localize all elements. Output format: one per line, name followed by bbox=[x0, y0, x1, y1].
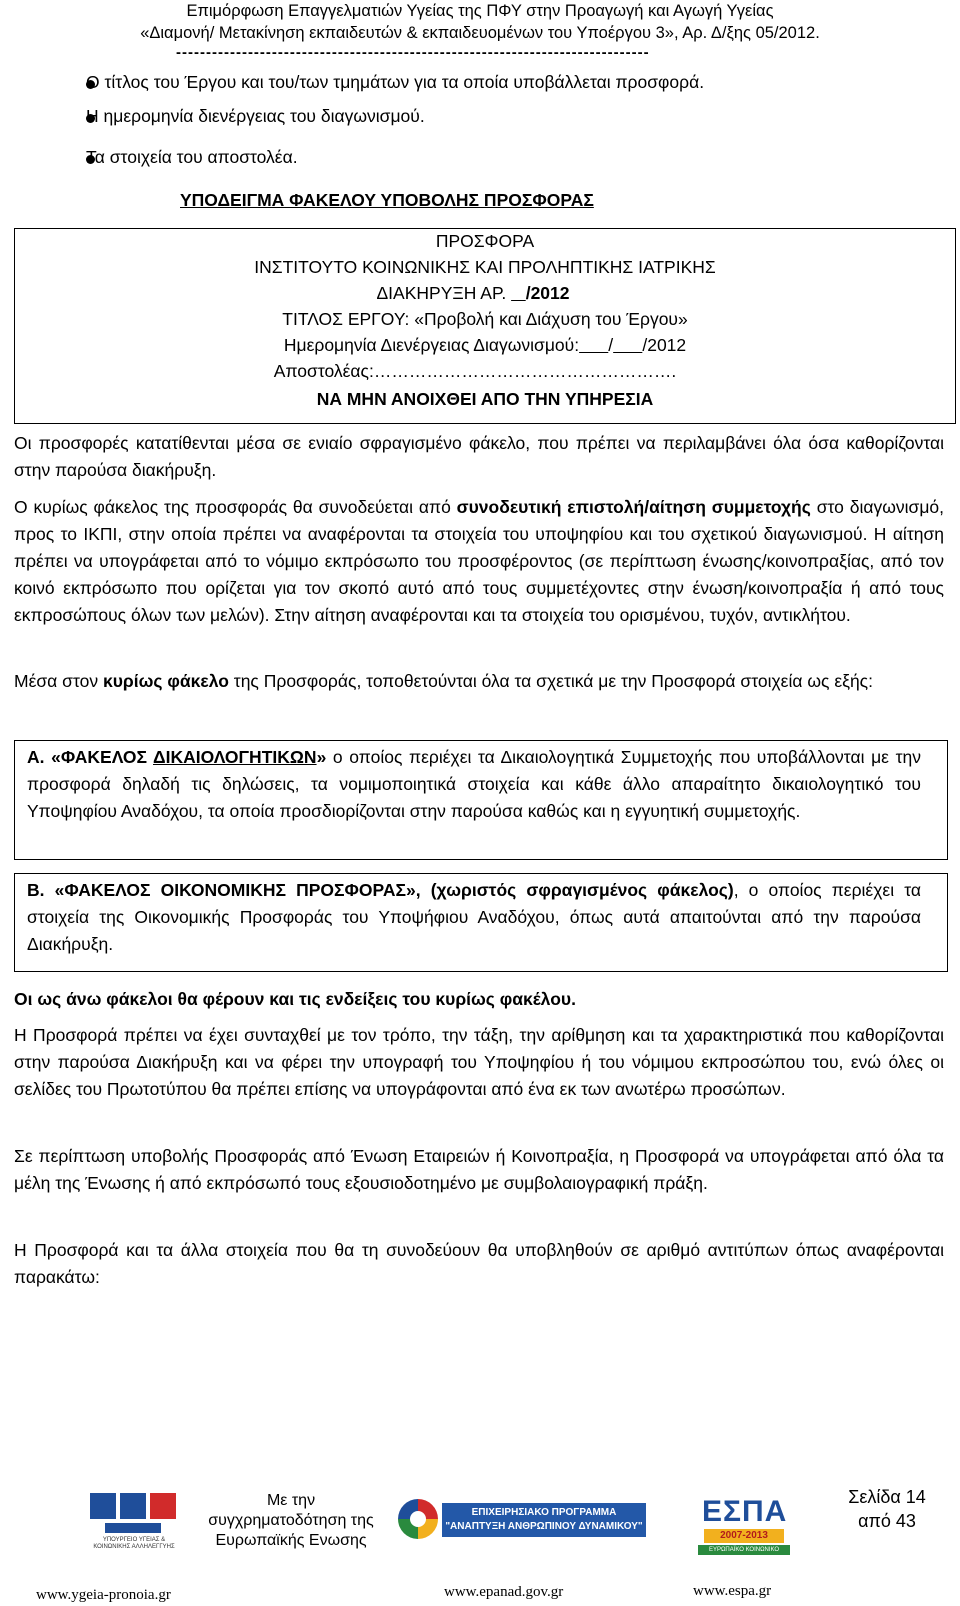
page-label: Σελίδα 14 bbox=[848, 1487, 926, 1507]
envelope-warning: ΝΑ ΜΗΝ ΑΝΟΙΧΘΕΙ ΑΠΟ ΤΗΝ ΥΠΗΡΕΣΙΑ bbox=[316, 389, 654, 409]
bullet-text: Ο τίτλος του Έργου και του/των τμημάτων για τα οποία υποβάλλεται προσφορά. bbox=[86, 72, 705, 92]
logo-bar-icon bbox=[105, 1523, 161, 1533]
tender-prefix: ΔΙΑΚΗΡΥΞΗ ΑΡ. bbox=[376, 283, 512, 303]
footer-link-epanad[interactable]: www.epanad.gov.gr bbox=[444, 1584, 564, 1600]
bullet-text: Τα στοιχεία του αποστολέα. bbox=[86, 147, 298, 167]
text-run: » bbox=[316, 747, 327, 767]
envelope-institute: ΙΝΣΤΙΤΟΥΤΟ ΚΟΙΝΩΝΙΚΗΣ ΚΑΙ ΠΡΟΛΗΠΤΙΚΗΣ ΙΑΤΡΙΚΗΣ bbox=[254, 257, 716, 277]
paragraph-offer-format: Η Προσφορά πρέπει να έχει συνταχθεί με τον τρόπο, την τάξη, την αρίθμηση και τα χαρακτηριστικά που καθορίζονται στην παρούσα Διακήρυξη και να φέρει την υπογραφή του Υποψηφίου ή του νόμιμου εκπροσώπου του, ενώ όλες οι σελίδες του Πρωτοτύπου θα πρέπει επίσης να υπογράφονται από ένα εκ των ανωτέρω προσώπων. bbox=[14, 1025, 944, 1099]
page-footer bbox=[0, 1485, 960, 1606]
envelope-sender: Αποστολέας:……………………………………………. bbox=[273, 361, 677, 381]
date-year: /2012 bbox=[642, 335, 687, 355]
envelope-date bbox=[15, 335, 955, 356]
envelope-title: ΠΡΟΣΦΟΡΑ bbox=[435, 231, 535, 251]
header-line-2: «Διαμονή/ Μετακίνηση εκπαιδευτών & εκπαιδευομένων του Υποέργου 3», Αρ. Δ/ξης 05/2012. bbox=[140, 24, 820, 42]
eu-cofunding-text: Με την συγχρηματοδότηση της Ευρωπαϊκής Ενωσης bbox=[208, 1492, 374, 1549]
envelope-tender bbox=[3, 283, 943, 304]
page-total: από 43 bbox=[858, 1511, 916, 1531]
ministry-logo bbox=[90, 1493, 178, 1563]
espa-years: 2007-2013 bbox=[704, 1529, 784, 1543]
bold-text-run: συνοδευτική επιστολή/αίτηση συμμετοχής bbox=[456, 497, 811, 517]
box-envelope-b bbox=[14, 873, 948, 972]
box-envelope-a bbox=[14, 740, 948, 860]
ministry-caption: ΥΠΟΥΡΓΕΙΟ ΥΓΕΙΑΣ & ΚΟΙΝΩΝΙΚΗΣ ΑΛΛΗΛΕΓΓΥΗΣ bbox=[93, 1537, 175, 1550]
header-separator: ------------------------------------------------------------------------------- bbox=[176, 44, 650, 61]
paragraph-intro: Οι προσφορές κατατίθενται μέσα σε ενιαίο σφραγισμένο φάκελο, που πρέπει να περιλαμβάνει όλα όσα καθορίζονται στην παρούσα διακήρυξη. bbox=[14, 433, 944, 480]
text-run: ΔΙΚΑΙΟΛΟΓΗΤΙΚΩΝ bbox=[153, 747, 317, 767]
date-month-blank bbox=[613, 335, 642, 355]
logo-block-icon bbox=[120, 1493, 146, 1519]
operational-programme-logo bbox=[398, 1499, 648, 1545]
text-run: , ο οποίος περιέχει τα στοιχεία της Οικονομικής Προσφοράς του Υποψήφιου Αναδόχου, όπως αυτά απαιτούνται από την παρούσα Διακήρυξη. bbox=[27, 880, 921, 954]
date-prefix: Ημερομηνία Διενέργειας Διαγωνισμού: bbox=[283, 335, 580, 355]
programme-emblem-center-icon bbox=[410, 1511, 426, 1527]
paragraph-main-envelope bbox=[14, 668, 944, 695]
tender-year: /2012 bbox=[525, 283, 570, 303]
logo-block-icon bbox=[90, 1493, 116, 1519]
programme-banner: ΕΠΙΧΕΙΡΗΣΙΑΚΟ ΠΡΟΓΡΑΜΜΑ "ΑΝΑΠΤΥΞΗ ΑΝΘΡΩΠΙΝΟΥ ΔΥΝΑΜΙΚΟΥ" bbox=[442, 1503, 646, 1537]
text-run: στο διαγωνισμό, προς το ΙΚΠΙ, στην οποία πρέπει να αναφέρονται τα στοιχεία του υποψηφίου και του σχετικού διαγωνισμού. Η αίτηση πρέπει να υπογράφεται από το νόμιμο εκπρόσωπο του προσφέροντος (σε περίπτωση ένωσης/κοινοπραξίας, από τον κοινό εκπρόσωπο που ορίζεται για τον σκοπό αυτό από τους συμμετέχοντες στην ένωση/κοινοπραξία ή από τους εκπροσώπους όλων των μελών). Στην αίτηση αναφέρονται και τα στοιχεία του ορισμένου, τυχόν, αντικλήτου. bbox=[14, 497, 944, 625]
sample-envelope-title: ΥΠΟΔΕΙΓΜΑ ΦΑΚΕΛΟΥ ΥΠΟΒΟΛΗΣ ΠΡΟΣΦΟΡΑΣ bbox=[180, 190, 594, 210]
text-run: Ο κυρίως φάκελος της προσφοράς θα συνοδεύεται από bbox=[14, 497, 457, 517]
text-run: Α. «ΦΑΚΕΛΟΣ bbox=[27, 747, 153, 767]
espa-subtitle: ΕΥΡΩΠΑΪΚΟ ΚΟΙΝΩΝΙΚΟ ΤΑΜΕΙΟ bbox=[698, 1545, 790, 1555]
bold-text-run: Β. «ΦΑΚΕΛΟΣ ΟΙΚΟΝΟΜΙΚΗΣ ΠΡΟΣΦΟΡΑΣ», (χωριστός σφραγισμένος φάκελος) bbox=[27, 880, 734, 900]
text-run: Μέσα στον bbox=[14, 671, 103, 691]
paragraph-cover-letter bbox=[14, 494, 944, 629]
header-line-1: Επιμόρφωση Επαγγελματιών Υγείας της ΠΦΥ στην Προαγωγή και Αγωγή Υγείας bbox=[186, 2, 774, 20]
espa-brand: ΕΣΠΑ bbox=[702, 1495, 788, 1528]
date-day-blank bbox=[579, 335, 608, 355]
paragraph-copies: Η Προσφορά και τα άλλα στοιχεία που θα τη συνοδεύουν θα υποβληθούν σε αριθμό αντιτύπων όπως αναφέρονται παρακάτω: bbox=[14, 1240, 944, 1287]
date-separator: / bbox=[608, 335, 614, 355]
paragraph-envelope-markings: Οι ως άνω φάκελοι θα φέρουν και τις ενδείξεις του κυρίως φακέλου. bbox=[14, 989, 576, 1009]
sample-envelope-box bbox=[14, 228, 956, 424]
page-number bbox=[832, 1485, 942, 1533]
envelope-project: ΤΙΤΛΟΣ ΕΡΓΟΥ: «Προβολή και Διάχυση του Έργου» bbox=[282, 309, 688, 329]
logo-cross-icon bbox=[150, 1493, 176, 1519]
bold-text-run: κυρίως φάκελο bbox=[102, 671, 229, 691]
footer-link-ministry[interactable]: www.ygeia-pronoia.gr bbox=[36, 1587, 171, 1603]
paragraph-consortium: Σε περίπτωση υποβολής Προσφοράς από Ένωση Εταιρειών ή Κοινοπραξία, η Προσφορά να υπογράφεται από όλα τα μέλη της Ένωσης ή από εκπρόσωπό τους εξουσιοδοτημένο με συμβολαιογραφική πράξη. bbox=[14, 1146, 944, 1193]
text-run: της Προσφοράς, τοποθετούνται όλα τα σχετικά με την Προσφορά στοιχεία ως εξής: bbox=[228, 671, 873, 691]
tender-number-blank bbox=[511, 283, 526, 303]
text-run: ο οποίος περιέχει τα Δικαιολογητικά Συμμετοχής που υποβάλλονται με την προσφορά δηλαδή τις δηλώσεις, τα νομιμοποιητικά στοιχεία και κάθε άλλο απαραίτητο δικαιολογητικό του Υποψηφίου Αναδόχου, τα οποία προσδιορίζονται στην παρούσα καθώς και η εγγυητική συμμετοχής. bbox=[27, 747, 921, 821]
bullet-text: Η ημερομηνία διενέργειας του διαγωνισμού. bbox=[86, 106, 425, 126]
footer-link-espa[interactable]: www.espa.gr bbox=[693, 1583, 772, 1599]
espa-logo bbox=[690, 1495, 794, 1563]
